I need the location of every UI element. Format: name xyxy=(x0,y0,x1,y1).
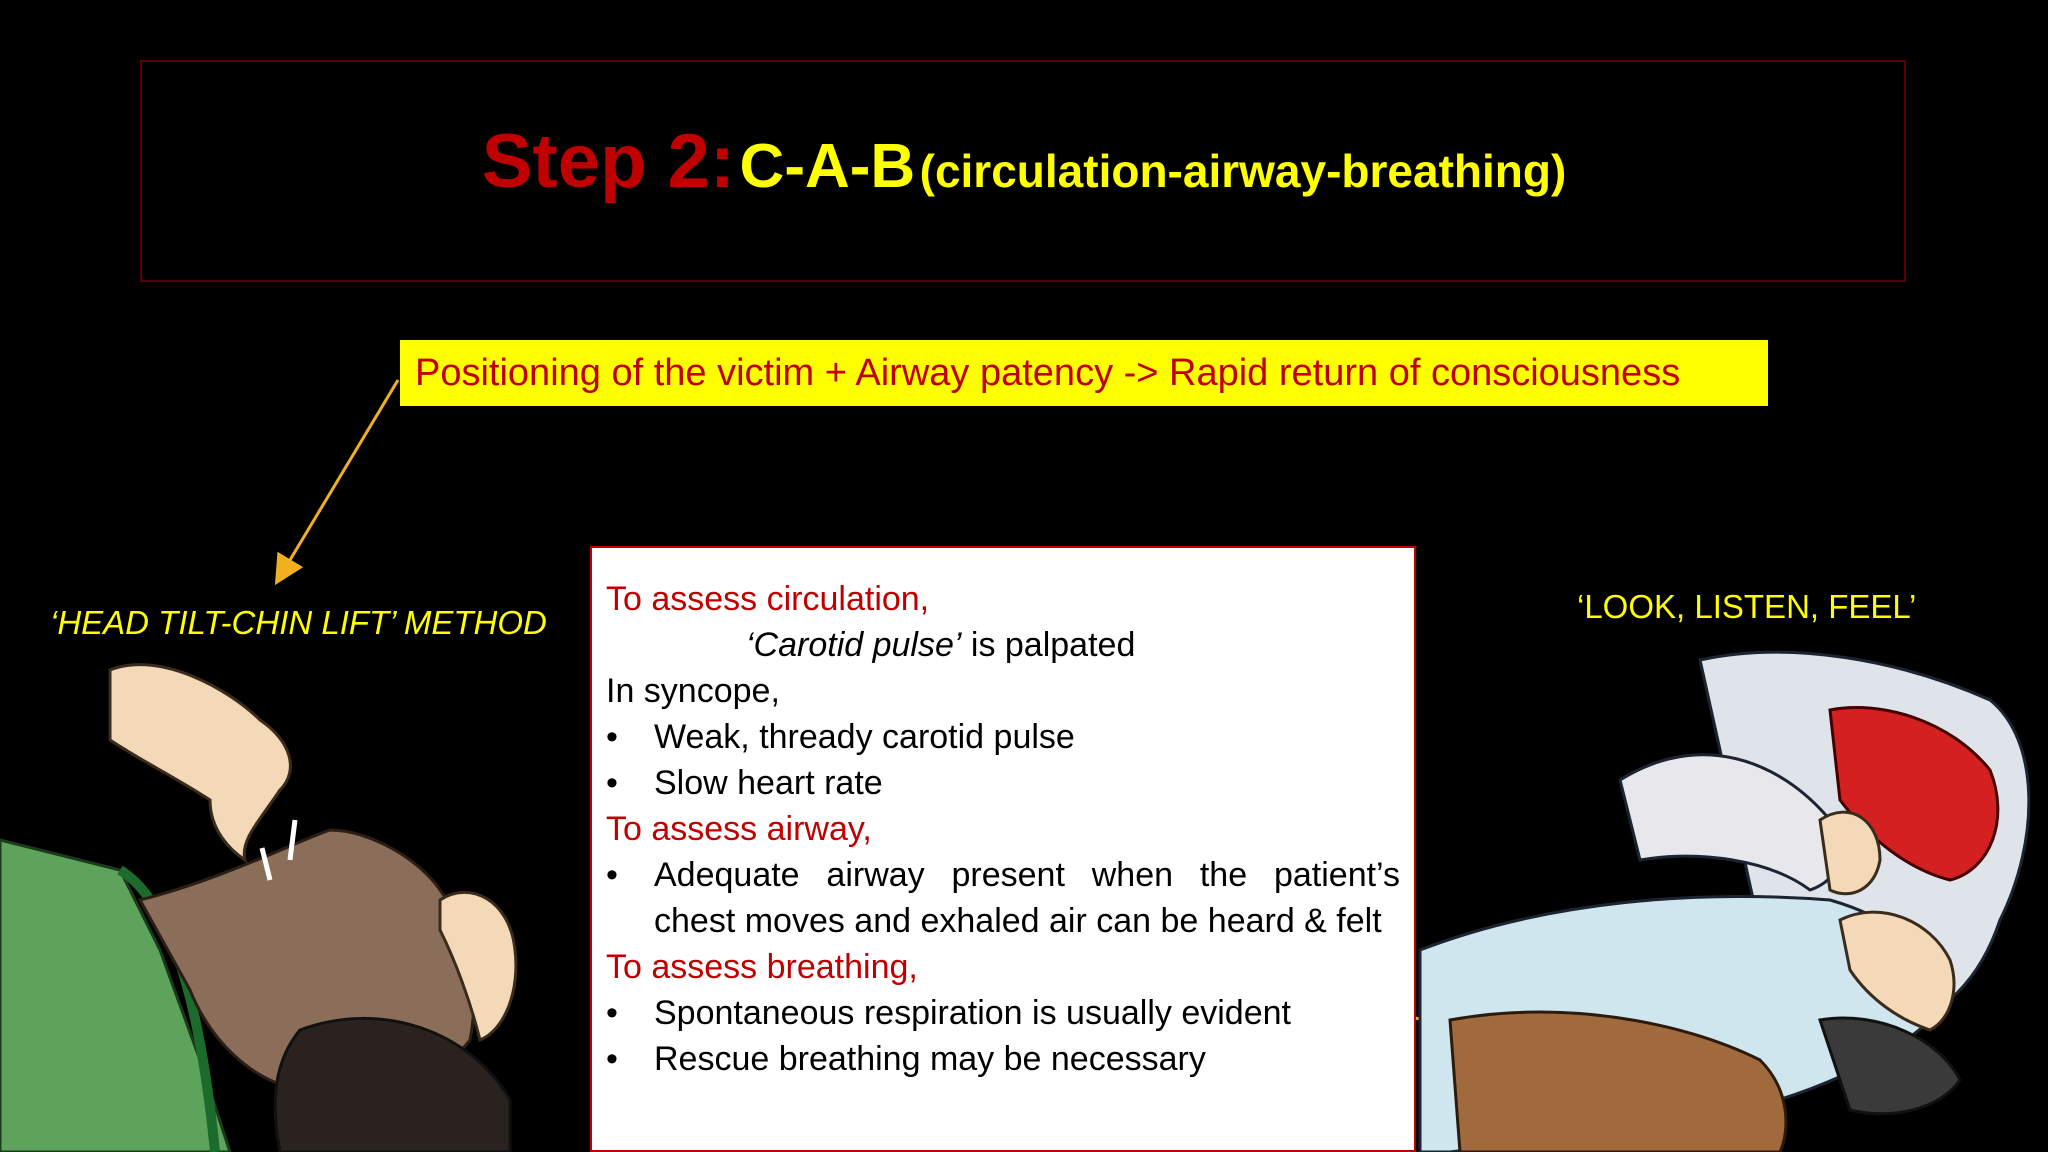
carotid-line xyxy=(606,622,1400,668)
title-expansion: (circulation-airway-breathing) xyxy=(919,145,1567,197)
look-listen-feel-label: ‘LOOK, LISTEN, FEEL’ xyxy=(1577,588,1917,625)
positioning-banner: Positioning of the victim + Airway patency -> Rapid return of consciousness xyxy=(400,340,1768,406)
list-item: • Slow heart rate xyxy=(606,760,1400,806)
list-item: • Weak, thready carotid pulse xyxy=(606,714,1400,760)
airway-list xyxy=(606,852,1400,944)
head-tilt-label: ‘HEAD TILT-CHIN LIFT’ METHOD xyxy=(50,604,547,641)
assessment-panel xyxy=(590,546,1416,1152)
breathing-list xyxy=(606,990,1400,1082)
title-cab: C-A-B xyxy=(739,132,916,201)
airway-heading: To assess airway, xyxy=(606,810,872,848)
list-item: • Spontaneous respiration is usually evident xyxy=(606,990,1400,1036)
arrow-to-head-tilt xyxy=(278,380,398,580)
look-listen-feel-illustration xyxy=(1420,652,2029,1152)
list-item: • Adequate airway present when the patient’s chest moves and exhaled air can be heard & felt xyxy=(606,852,1400,944)
breathing-heading: To assess breathing, xyxy=(606,948,918,986)
title-step: Step 2: xyxy=(481,119,736,204)
list-item: • Rescue breathing may be necessary xyxy=(606,1036,1400,1082)
syncope-heading: In syncope, xyxy=(606,672,780,710)
circulation-heading: To assess circulation, xyxy=(606,580,930,618)
head-tilt-chin-lift-illustration xyxy=(0,665,516,1152)
carotid-pulse-term: ‘Carotid pulse’ xyxy=(746,626,962,664)
slide-title xyxy=(0,118,2048,205)
syncope-list xyxy=(606,714,1400,806)
carotid-rest: is palpated xyxy=(961,626,1136,664)
